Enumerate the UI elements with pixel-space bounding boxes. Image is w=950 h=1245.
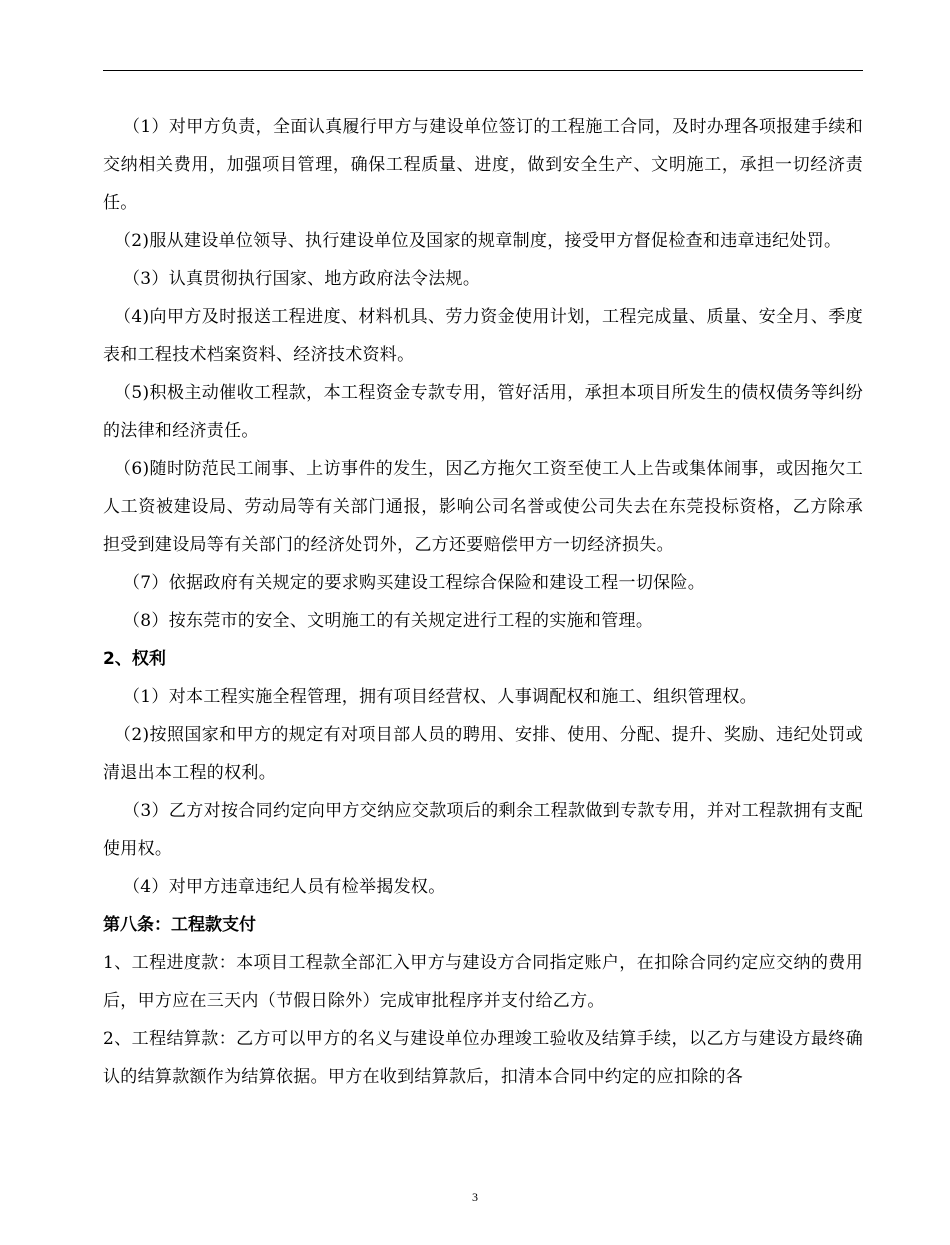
paragraph-progress-payment: 1、工程进度款：本项目工程款全部汇入甲方与建设方合同指定账户，在扣除合同约定应交纳的费用后，甲方应在三天内（节假日除外）完成审批程序并支付给乙方。	[103, 953, 863, 1011]
paragraph-right-1: （1）对本工程实施全程管理，拥有项目经营权、人事调配权和施工、组织管理权。	[123, 687, 757, 707]
page-number: 3	[472, 1190, 478, 1204]
article-heading-payment: 第八条：工程款支付	[103, 915, 256, 935]
paragraph-right-2: （2)按照国家和甲方的规定有对项目部人员的聘用、安排、使用、分配、提升、奖励、违纪处罚或清退出本工程的权利。	[103, 725, 863, 783]
paragraph-right-3: （3）乙方对按合同约定向甲方交纳应交款项后的剩余工程款做到专款专用，并对工程款拥有支配使用权。	[103, 801, 863, 859]
paragraph-duty-4: （4)向甲方及时报送工程进度、材料机具、劳力资金使用计划，工程完成量、质量、安全月、季度表和工程技术档案资料、经济技术资料。	[103, 307, 863, 365]
paragraph-duty-8: （8）按东莞市的安全、文明施工的有关规定进行工程的实施和管理。	[123, 611, 654, 631]
paragraph-duty-7: （7）依据政府有关规定的要求购买建设工程综合保险和建设工程一切保险。	[123, 573, 706, 593]
paragraph-duty-2: （2)服从建设单位领导、执行建设单位及国家的规章制度，接受甲方督促检查和违章违纪处罚。	[114, 231, 842, 251]
paragraph-settlement-payment: 2、工程结算款：乙方可以甲方的名义与建设单位办理竣工验收及结算手续，以乙方与建设方最终确认的结算款额作为结算依据。甲方在收到结算款后，扣清本合同中约定的应扣除的各	[103, 1029, 863, 1087]
paragraph-right-4: （4）对甲方违章违纪人员有检举揭发权。	[123, 877, 446, 897]
paragraph-duty-5: （5)积极主动催收工程款，本工程资金专款专用，管好活用，承担本项目所发生的债权债务等纠纷的法律和经济责任。	[103, 383, 863, 441]
document-body	[103, 108, 863, 1096]
paragraph-duty-1: （1）对甲方负责，全面认真履行甲方与建设单位签订的工程施工合同，及时办理各项报建手续和交纳相关费用，加强项目管理，确保工程质量、进度，做到安全生产、文明施工，承担一切经济责任。	[103, 117, 863, 213]
header-rule	[103, 70, 863, 71]
section-heading-rights: 2、权利	[103, 649, 166, 669]
paragraph-duty-3: （3）认真贯彻执行国家、地方政府法令法规。	[123, 269, 481, 289]
paragraph-duty-6: （6)随时防范民工闹事、上访事件的发生，因乙方拖欠工资至使工人上告或集体闹事，或因拖欠工人工资被建设局、劳动局等有关部门通报，影响公司名誉或使公司失去在东莞投标资格，乙方除承担受到建设局等有关部门的经济处罚外，乙方还要赔偿甲方一切经济损失。	[103, 459, 863, 555]
